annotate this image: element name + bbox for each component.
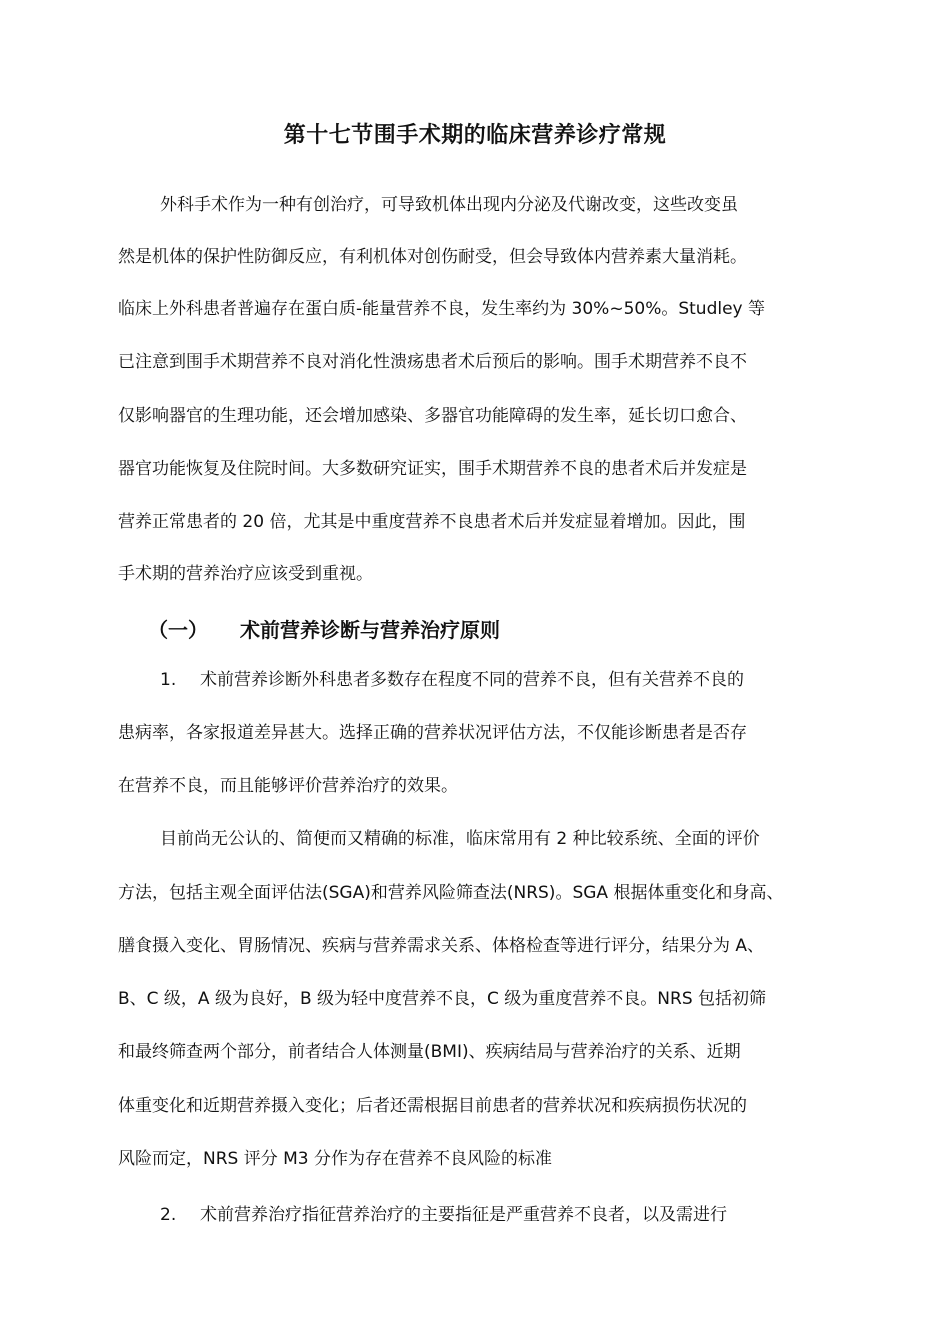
para2-line: 膳食摄入变化、胃肠情况、疾病与营养需求关系、体格检查等进行评分，结果分为 A、 [118,936,765,956]
list-item-2 [160,1203,840,1227]
item1-line: 在营养不良，而且能够评价营养治疗的效果。 [118,776,458,796]
intro-line: 临床上外科患者普遍存在蛋白质-能量营养不良，发生率约为 30%~50%。Studley 等 [118,299,766,319]
para2-line: 和最终筛查两个部分，前者结合人体测量(BMI)、疾病结局与营养治疗的关系、近期 [118,1042,741,1062]
intro-line: 仅影响器官的生理功能，还会增加感染、多器官功能障碍的发生率，延长切口愈合、 [118,406,747,426]
section-heading [148,614,500,643]
list-item-text: 术前营养治疗指征营养治疗的主要指征是严重营养不良者，以及需进行 [200,1205,727,1225]
list-item-text: 术前营养诊断外科患者多数存在程度不同的营养不良，但有关营养不良的 [200,670,744,690]
page-title: 第十七节围手术期的临床营养诊疗常规 [283,123,667,148]
intro-line: 器官功能恢复及住院时间。大多数研究证实，围手术期营养不良的患者术后并发症是 [118,459,747,479]
section-number: （一） [148,618,208,642]
para2-line: 方法，包括主观全面评估法(SGA)和营养风险筛查法(NRS)。SGA 根据体重变化和身高、 [118,883,784,903]
intro-line: 营养正常患者的 20 倍，尤其是中重度营养不良患者术后并发症显着增加。因此，围 [118,512,746,532]
para2-line: 目前尚无公认的、简便而又精确的标准，临床常用有 2 种比较系统、全面的评价 [160,829,760,849]
list-item-number: 1. [160,670,177,690]
item1-line: 患病率，各家报道差异甚大。选择正确的营养状况评估方法，不仅能诊断患者是否存 [118,723,747,743]
section-title: 术前营养诊断与营养治疗原则 [240,618,500,642]
list-item-number: 2. [160,1205,177,1225]
para2-line: B、C 级，A 级为良好，B 级为轻中度营养不良，C 级为重度营养不良。NRS 包括初筛 [118,989,767,1009]
intro-line: 手术期的营养治疗应该受到重视。 [118,564,373,584]
para2-line: 体重变化和近期营养摄入变化；后者还需根据目前患者的营养状况和疾病损伤状况的 [118,1096,747,1116]
intro-line: 已注意到围手术期营养不良对消化性溃疡患者术后预后的影响。围手术期营养不良不 [118,352,747,372]
para2-line: 风险而定，NRS 评分 M3 分作为存在营养不良风险的标准 [118,1149,553,1169]
intro-line: 然是机体的保护性防御反应，有利机体对创伤耐受，但会导致体内营养素大量消耗。 [118,247,747,267]
intro-line: 外科手术作为一种有创治疗，可导致机体出现内分泌及代谢改变，这些改变虽 [160,195,738,215]
list-item-1 [160,668,840,692]
